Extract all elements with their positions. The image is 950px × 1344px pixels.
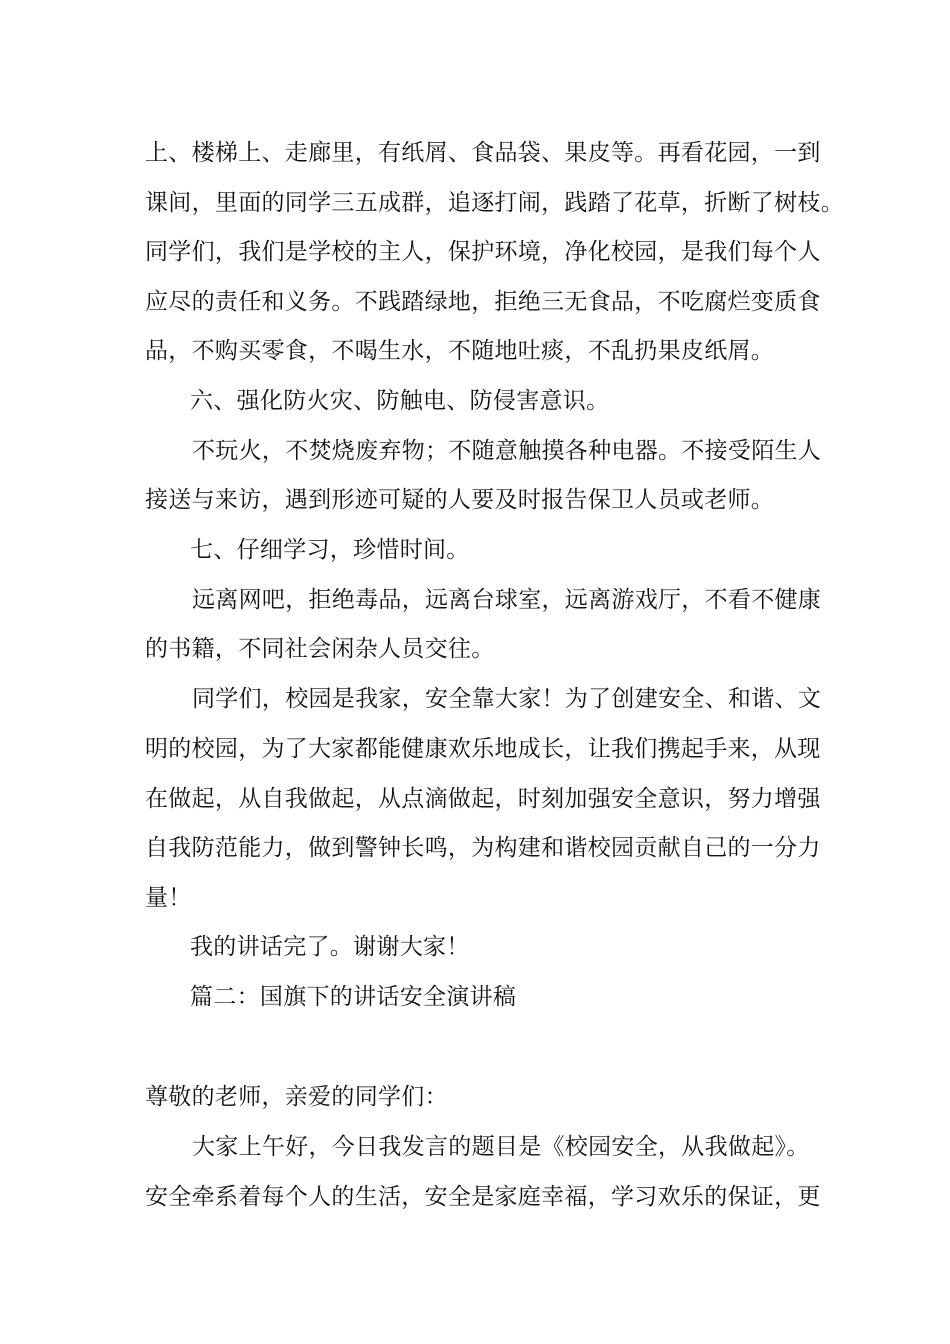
text-line: 品，不购买零食，不喝生水，不随地吐痰，不乱扔果皮纸屑。	[145, 338, 775, 364]
text-line: 不玩火，不焚烧废弃物；不随意触摸各种电器。不接受陌生人	[192, 438, 822, 464]
text-line: 接送与来访，遇到形迹可疑的人要及时报告保卫人员或老师。	[145, 487, 775, 513]
text-line: 同学们，我们是学校的主人，保护环境，净化校园，是我们每个人	[145, 239, 821, 265]
text-line: 量！	[145, 885, 192, 911]
text-line: 课间，里面的同学三五成群，追逐打闹，践踏了花草，折断了树枝。	[145, 190, 844, 216]
text-line: 的书籍，不同社会闲杂人员交往。	[145, 636, 495, 662]
text-line: 远离网吧，拒绝毒品，远离台球室，远离游戏厅，不看不健康	[192, 587, 822, 613]
text-line: 安全牵系着每个人的生活，安全是家庭幸福，学习欢乐的保证，更	[145, 1184, 821, 1210]
document-subtitle: 篇二：国旗下的讲话安全演讲稿	[190, 984, 517, 1010]
text-line: 上、楼梯上、走廊里，有纸屑、食品袋、果皮等。再看花园，一到	[145, 140, 821, 166]
text-line: 我的讲话完了。谢谢大家！	[190, 934, 470, 960]
salutation: 尊敬的老师，亲爱的同学们：	[145, 1084, 448, 1110]
section-heading: 六、强化防火灾、防触电、防侵害意识。	[190, 388, 610, 414]
text-line: 大家上午好，今日我发言的题目是《校园安全，从我做起》。	[192, 1134, 810, 1160]
text-line: 应尽的责任和义务。不践踏绿地，拒绝三无食品，不吃腐烂变质食	[145, 289, 821, 315]
text-line: 在做起，从自我做起，从点滴做起，时刻加强安全意识，努力增强	[145, 786, 821, 812]
text-line: 同学们，校园是我家，安全靠大家！为了创建安全、和谐、文	[192, 686, 822, 712]
text-line: 明的校园，为了大家都能健康欢乐地成长，让我们携起手来，从现	[145, 736, 821, 762]
section-heading: 七、仔细学习，珍惜时间。	[190, 537, 470, 563]
text-line: 自我防范能力，做到警钟长鸣，为构建和谐校园贡献自己的一分力	[145, 835, 821, 861]
